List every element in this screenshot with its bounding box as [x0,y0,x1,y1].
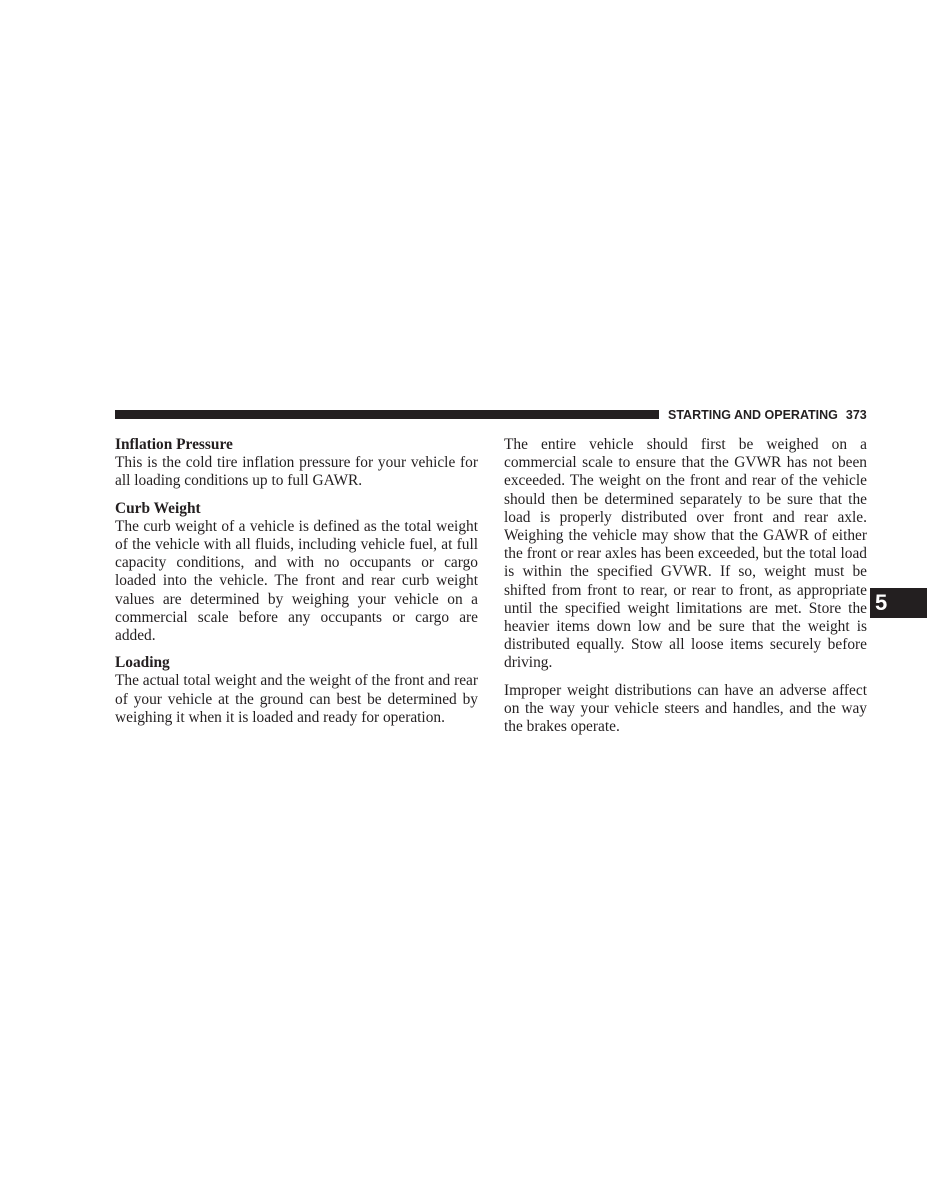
page-number: 373 [845,408,867,422]
section-inflation-pressure [115,436,478,491]
section-curb-weight [115,500,478,646]
section-body: The curb weight of a vehicle is defined as the total weight of the vehicle with all fluids, including vehicle fuel, at full capacity conditions, and with no occupants or cargo loaded into the vehicle. The front and rear curb weight values are determined by weighing your vehicle on a commercial scale before any occupants or cargo are added. [115,517,478,645]
header-rule [115,410,659,419]
section-heading: Curb Weight [115,499,201,517]
chapter-tab [870,588,927,618]
section-heading: Loading [115,654,170,672]
left-column [115,436,478,736]
section-body: The actual total weight and the weight of the front and rear of your vehicle at the ground can best be determined by weighing it when it is loaded and ready for operation. [115,672,478,726]
running-header [668,408,867,422]
chapter-number: 5 [875,590,888,615]
section-loading [115,654,478,727]
right-column [504,436,867,736]
paragraph: The entire vehicle should first be weighed on a commercial scale to ensure that the GVWR has not been exceeded. The weight on the front and rear of the vehicle should then be determined separately to be sure that the load is properly distributed over front and rear axle. Weighing the vehicle may show that the GAWR of either the front or rear axles has been exceeded, but the total load is within the specified GVWR. If so, weight must be shifted from front to rear, or rear to front, as appropriate until the specified weight limitations are met. Store the heavier items down low and be sure that the weight is distributed equally. Stow all loose items securely before driving. [504,436,867,672]
section-heading: Inflation Pressure [115,436,233,453]
paragraph: Improper weight distributions can have an adverse affect on the way your vehicle steers and handles, and the way the brakes operate. [504,681,867,736]
section-body: This is the cold tire inflation pressure for your vehicle for all loading conditions up to full GAWR. [115,454,478,490]
section-title: STARTING AND OPERATING [668,408,838,422]
